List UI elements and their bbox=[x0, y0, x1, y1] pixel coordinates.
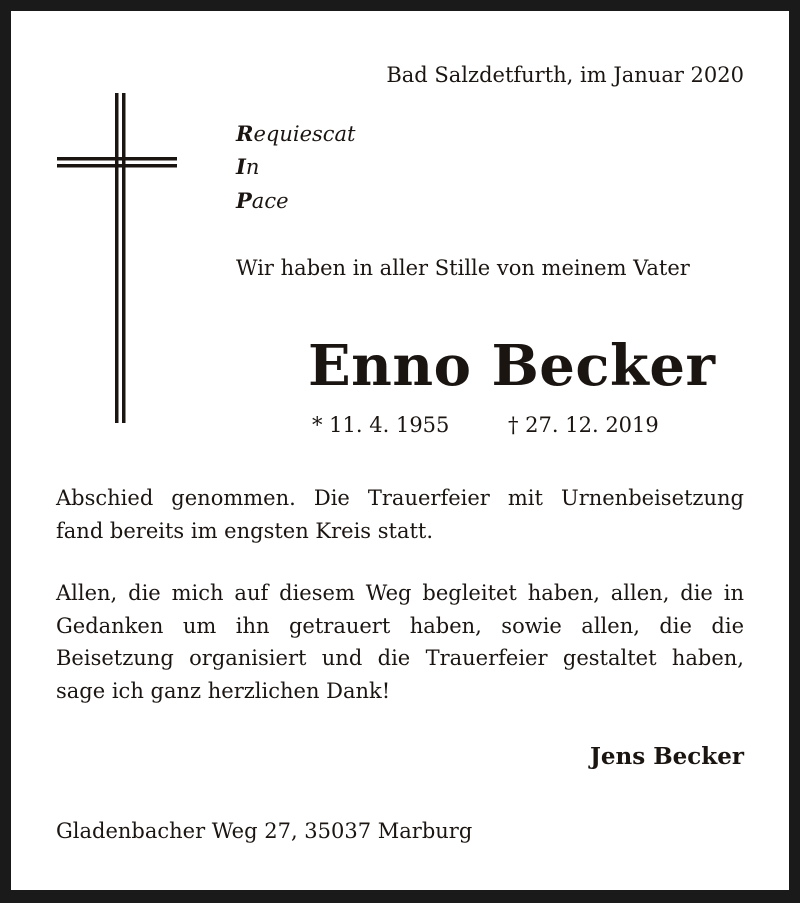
paragraph-line: Allen, die mich auf diesem Weg begleitet haben, allen, die in bbox=[56, 581, 744, 605]
deceased-name: Enno Becker bbox=[308, 333, 716, 399]
paragraph-line: Gedanken um ihn getrauert haben, sowie allen, die die bbox=[56, 613, 744, 638]
latin-cross-icon bbox=[55, 79, 181, 439]
rip-rest: n bbox=[245, 155, 260, 179]
rip-line-pace bbox=[236, 188, 289, 213]
paragraph-line: Beisetzung organisiert und die Trauerfeier gestaltet haben, bbox=[56, 646, 744, 670]
paragraph-line: fand bereits im engsten Kreis statt. bbox=[56, 518, 434, 543]
farewell-paragraph bbox=[56, 482, 744, 547]
rip-initial: P bbox=[236, 188, 252, 213]
address: Gladenbacher Weg 27, 35037 Marburg bbox=[56, 819, 473, 843]
birth-date: * 11. 4. 1955 bbox=[312, 413, 450, 437]
signer-name: Jens Becker bbox=[590, 743, 744, 770]
thanks-paragraph bbox=[56, 577, 744, 707]
intro-line: Wir haben in aller Stille von meinem Vater bbox=[236, 256, 690, 280]
rip-rest: equiescat bbox=[253, 122, 356, 146]
rip-line-requiescat bbox=[236, 121, 356, 146]
paragraph-line: sage ich ganz herzlichen Dank! bbox=[56, 678, 391, 703]
place-and-date: Bad Salzdetfurth, im Januar 2020 bbox=[386, 63, 744, 87]
rip-initial: I bbox=[236, 154, 246, 179]
paragraph-line: Abschied genommen. Die Trauerfeier mit Urnenbeisetzung bbox=[56, 486, 744, 510]
obituary-notice bbox=[11, 11, 789, 890]
rip-rest: ace bbox=[251, 189, 289, 213]
death-date: † 27. 12. 2019 bbox=[508, 413, 659, 437]
rip-initial: R bbox=[236, 121, 254, 146]
rip-line-in bbox=[236, 154, 259, 179]
